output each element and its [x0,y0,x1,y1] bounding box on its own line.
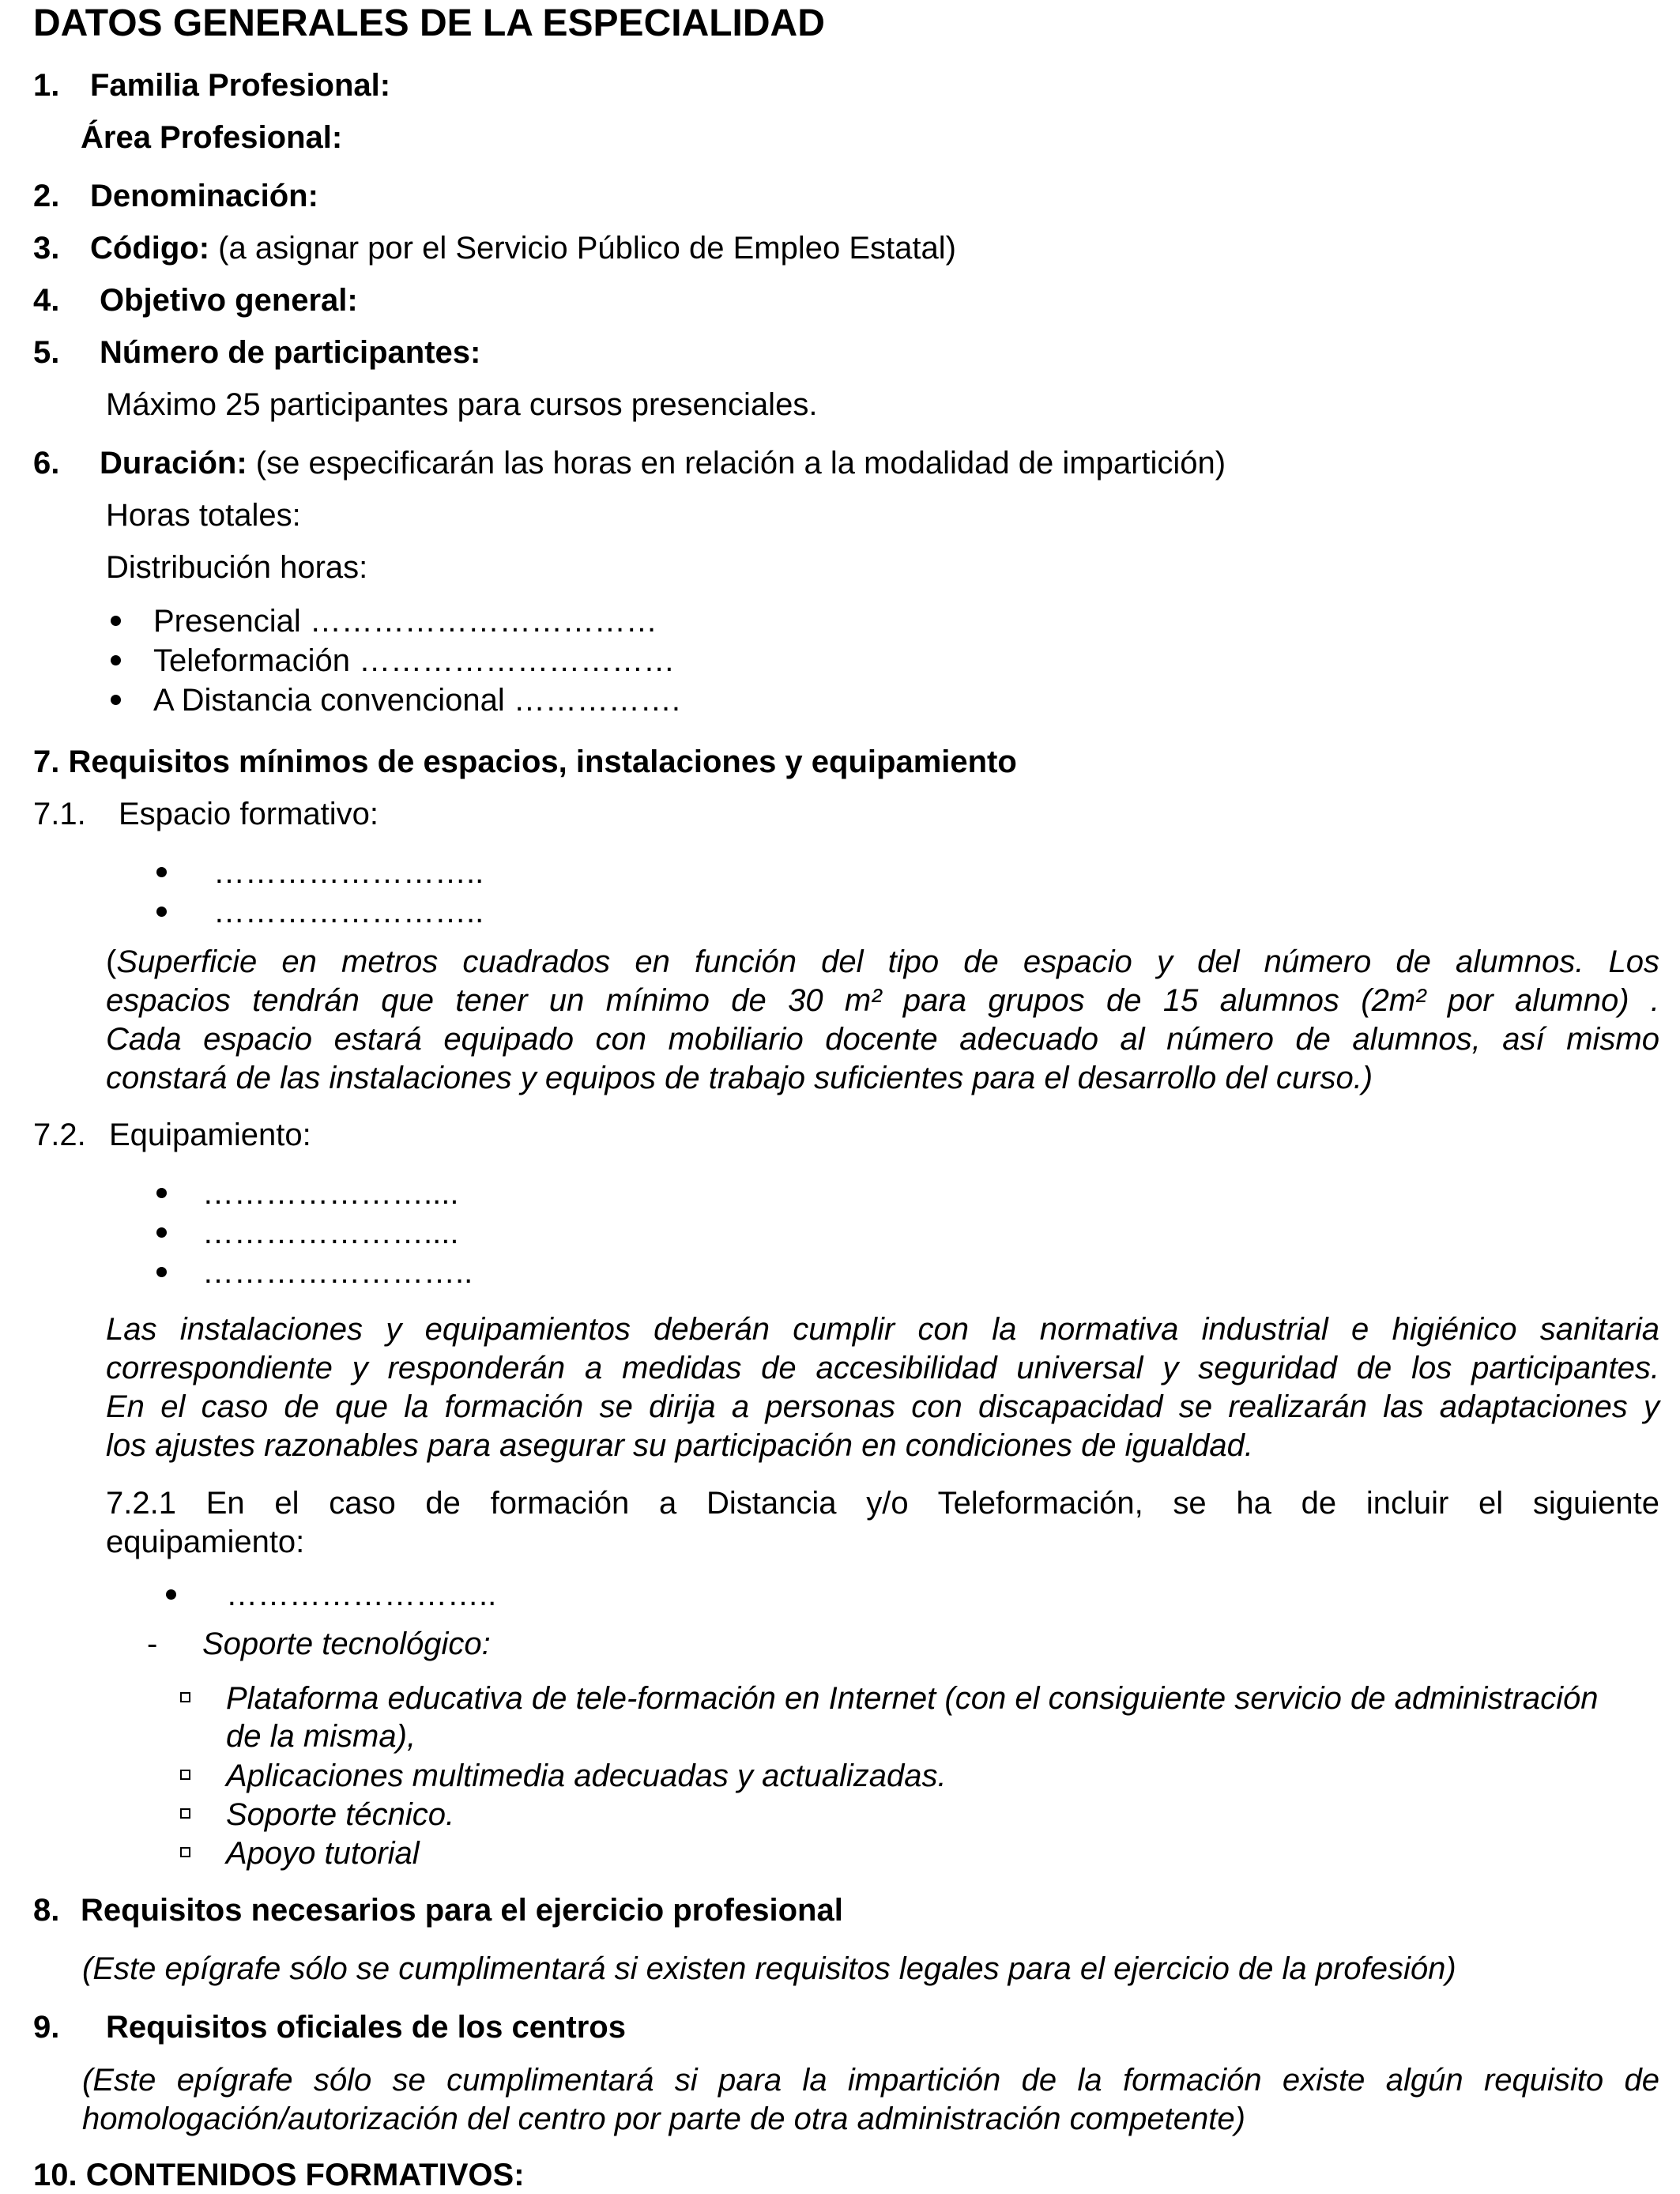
section-7-2-1-line-2: equipamiento: [106,1525,305,1559]
section-5-label: Número de participantes: [100,335,481,370]
dash-marker: - [147,1627,158,1661]
section-2-number: 2. [33,179,60,213]
soporte-item-4: Apoyo tutorial [226,1836,420,1871]
hours-item-teleformacion: Teleformación ………………………… [153,643,676,678]
soporte-tecnologico: Soporte tecnológico: [202,1627,491,1661]
hours-item-distancia: A Distancia convencional ……………. [153,683,680,718]
square-bullet-icon [180,1692,190,1702]
square-bullet-icon [180,1770,190,1780]
equipo-note-line-3: En el caso de que la formación se dirija a personas con discapacidad se realizarán las adaptaciones y [106,1389,1659,1424]
section-6-number: 6. [33,446,60,481]
section-5-number: 5. [33,335,60,370]
equipo-note-line-4: los ajustes razonables para asegurar su participación en condiciones de igualdad. [106,1428,1254,1463]
bullet-icon [156,1188,167,1198]
soporte-item-2: Aplicaciones multimedia adecuadas y actualizadas. [226,1759,947,1793]
bullet-icon [156,1227,167,1238]
section-1-sublabel: Área Profesional: [81,120,343,155]
espacio-note-line-2: espacios tendrán que tener un mínimo de 30 m² para grupos de 15 alumnos (2m² por alumno) . [106,983,1659,1018]
section-7-heading: 7. Requisitos mínimos de espacios, instalaciones y equipamiento [33,745,1017,779]
section-1-number: 1. [33,68,60,103]
equipo-item-1: ………………….... [202,1176,459,1211]
section-1-label: Familia Profesional: [90,68,391,103]
section-7-2-number: 7.2. [33,1118,86,1152]
espacio-note-line-3: Cada espacio estará equipado con mobiliario docente adecuado al número de alumnos, así mismo [106,1022,1659,1057]
section-5-text: Máximo 25 participantes para cursos presenciales. [106,387,818,422]
section-3-number: 3. [33,231,60,266]
section-9-note-line-1: (Este epígrafe sólo se cumplimentará si para la impartición de la formación existe algún requisito de [82,2063,1659,2098]
section-7-2-label: Equipamiento: [109,1118,311,1152]
hours-item-presencial: Presencial …………………………… [153,604,657,639]
distribucion-horas: Distribución horas: [106,550,368,585]
bullet-icon [156,1267,167,1277]
bullet-icon [111,655,121,665]
espacio-note-line-4: constará de las instalaciones y equipos de trabajo suficientes para el desarrollo del curso.) [106,1061,1373,1095]
section-7-1-label: Espacio formativo: [119,797,379,831]
soporte-item-1-line-2: de la misma), [226,1719,416,1754]
bullet-icon [166,1589,176,1600]
section-6-label: Duración: [100,446,247,481]
section-4-number: 4. [33,283,60,318]
soporte-item-1-line-1: Plataforma educativa de tele-formación en Internet (con el consiguiente servicio de administración [226,1681,1599,1716]
square-bullet-icon [180,1847,190,1857]
bullet-icon [111,616,121,626]
section-6-text: (se especificarán las horas en relación a la modalidad de impartición) [247,446,1226,481]
section-2-label: Denominación: [90,179,318,213]
espacio-item-1: …………………….. [213,855,484,890]
teleformacion-item: …………………….. [226,1578,497,1612]
equipo-note-line-1: Las instalaciones y equipamientos deberán cumplir con la normativa industrial e higiénico sanitaria [106,1312,1659,1347]
section-4-label: Objetivo general: [100,283,358,318]
espacio-note-text-1: Superficie en metros cuadrados en función del tipo de espacio y del número de alumnos. Los [116,944,1659,979]
bullet-icon [156,907,167,917]
open-paren: ( [106,944,117,979]
square-bullet-icon [180,1808,190,1819]
section-7-2-1-line-1: 7.2.1 En el caso de formación a Distancia y/o Teleformación, se ha de incluir el siguiente [106,1486,1659,1521]
bullet-icon [111,695,121,705]
bullet-icon [156,867,167,877]
section-8-note: (Este epígrafe sólo se cumplimentará si existen requisitos legales para el ejercicio de la profesión) [82,1951,1456,1986]
section-3-text: (a asignar por el Servicio Público de Empleo Estatal) [209,231,956,266]
equipo-item-3: …………………….. [202,1255,473,1290]
espacio-item-2: …………………….. [213,895,484,929]
soporte-item-3: Soporte técnico. [226,1797,455,1832]
section-10-heading: 10. CONTENIDOS FORMATIVOS: [33,2158,525,2192]
equipo-item-2: ………………….... [202,1216,459,1250]
section-8-label: Requisitos necesarios para el ejercicio profesional [81,1893,843,1928]
section-9-label: Requisitos oficiales de los centros [106,2010,626,2045]
section-3-label: Código: [90,231,210,266]
section-8-number: 8. [33,1893,60,1928]
section-9-number: 9. [33,2010,60,2045]
section-3-line [90,229,956,267]
espacio-note-line-1 [106,943,1659,982]
section-9-note-line-2: homologación/autorización del centro por parte de otra administración competente) [82,2102,1245,2136]
equipo-note-line-2: correspondiente y responderán a medidas de accesibilidad universal y seguridad de los participantes. [106,1351,1659,1385]
document-title: DATOS GENERALES DE LA ESPECIALIDAD [33,2,825,44]
section-7-1-number: 7.1. [33,797,86,831]
horas-totales: Horas totales: [106,498,301,533]
section-6-line [100,444,1226,482]
